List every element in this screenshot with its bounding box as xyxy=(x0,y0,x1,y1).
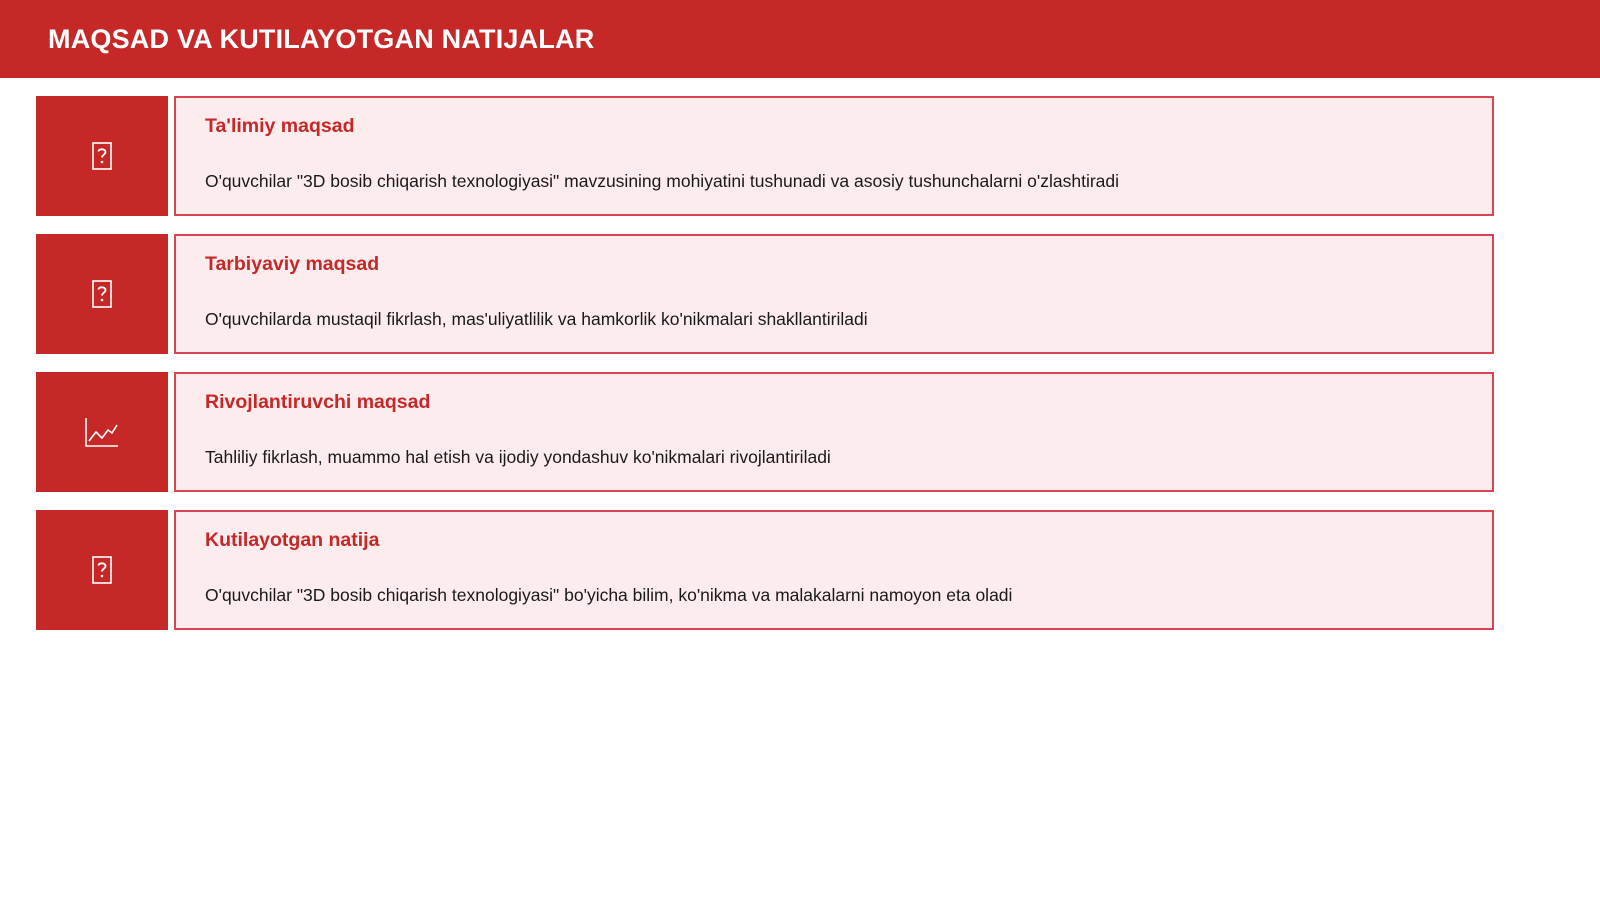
goal-row-educational xyxy=(36,96,1494,216)
goal-card xyxy=(174,234,1494,354)
goal-icon-box xyxy=(36,510,168,630)
goal-description: O'quvchilarda mustaqil fikrlash, mas'uliyatlilik va hamkorlik ko'nikmalari shakllantiriladi xyxy=(205,309,868,329)
goal-title: Tarbiyaviy maqsad xyxy=(205,253,380,275)
goal-title: Kutilayotgan natija xyxy=(205,529,380,551)
missing-glyph-icon xyxy=(92,556,112,584)
goal-icon-box xyxy=(36,372,168,492)
goal-title: Ta'limiy maqsad xyxy=(205,115,355,137)
goal-row-expected-result xyxy=(36,510,1494,630)
goal-row-upbringing xyxy=(36,234,1494,354)
goals-list xyxy=(36,96,1494,648)
goal-row-developmental xyxy=(36,372,1494,492)
goal-icon-box xyxy=(36,234,168,354)
slide-header xyxy=(0,0,1600,78)
goal-description: Tahliliy fikrlash, muammo hal etish va ijodiy yondashuv ko'nikmalari rivojlantiriladi xyxy=(205,447,831,467)
goal-card xyxy=(174,510,1494,630)
slide-title: MAQSAD VA KUTILAYOTGAN NATIJALAR xyxy=(48,23,595,54)
missing-glyph-icon xyxy=(92,142,112,170)
goal-description: O'quvchilar "3D bosib chiqarish texnologiyasi" bo'yicha bilim, ko'nikma va malakalarni namoyon eta oladi xyxy=(205,585,1013,605)
goal-description: O'quvchilar "3D bosib chiqarish texnologiyasi" mavzusining mohiyatini tushunadi va asosiy tushunchalarni o'zlashtiradi xyxy=(205,171,1120,191)
goal-card xyxy=(174,96,1494,216)
missing-glyph-icon xyxy=(92,280,112,308)
chart-line-icon xyxy=(84,416,120,448)
goal-icon-box xyxy=(36,96,168,216)
goal-title: Rivojlantiruvchi maqsad xyxy=(205,391,431,413)
goal-card xyxy=(174,372,1494,492)
